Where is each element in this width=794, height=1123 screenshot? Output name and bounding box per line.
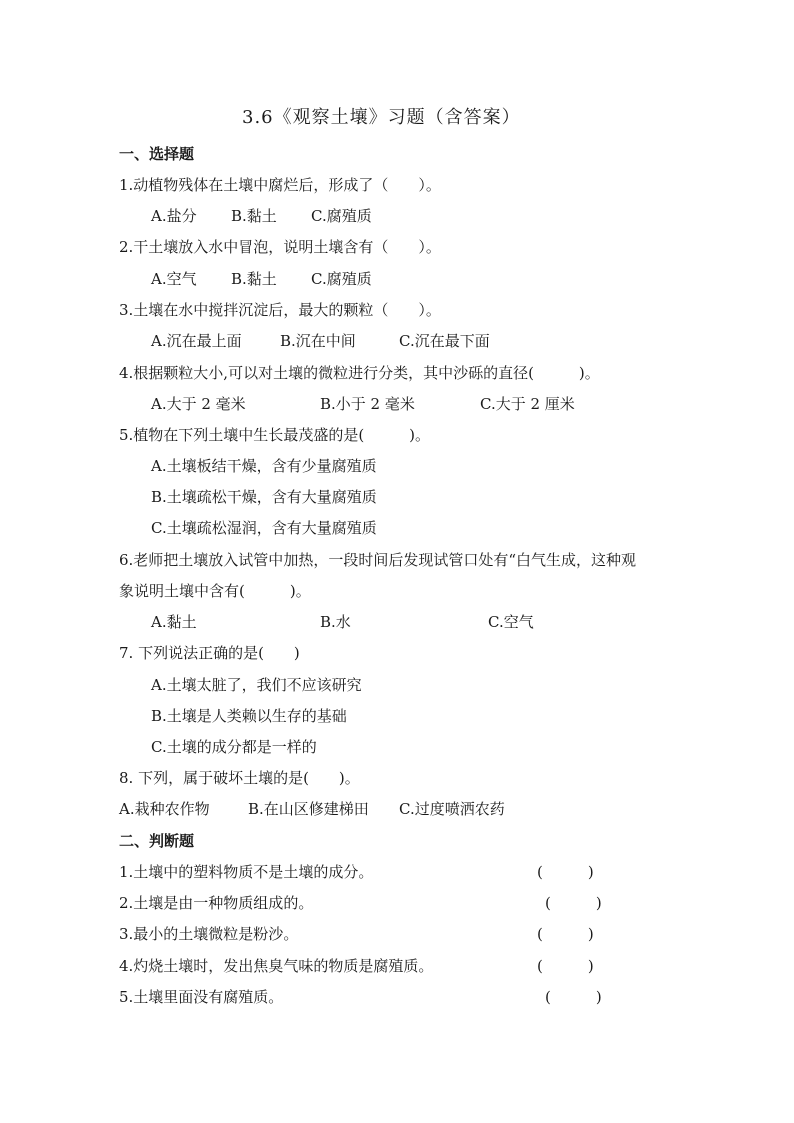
option: C.过度喷洒农药 [399,800,505,818]
answer-blank: ( ) [537,957,594,975]
option: B.沉在中间 [280,332,356,350]
judgement-statement: 5.土壤里面没有腐殖质。 [119,988,284,1006]
option: B.土壤是人类赖以生存的基础 [151,707,347,725]
option: C.土壤的成分都是一样的 [151,738,317,756]
option: B.水 [320,613,351,631]
question-stem-continued: 象说明土壤中含有( )。 [119,582,311,600]
answer-blank: ( ) [537,925,594,943]
option: A.空气 [151,270,197,288]
question-stem: 2.干土壤放入水中冒泡，说明土壤含有（ ）。 [119,238,441,256]
option: B.黏土 [231,270,277,288]
question-stem: 6.老师把土壤放入试管中加热，一段时间后发现试管口处有“白气生成，这种观 [119,551,636,569]
section-heading-judgement: 二、判断题 [119,832,195,850]
option: A.栽种农作物 [119,800,210,818]
option: C.沉在最下面 [399,332,490,350]
question-stem: 3.土壤在水中搅拌沉淀后，最大的颗粒（ ）。 [119,301,441,319]
option: C.腐殖质 [311,207,372,225]
judgement-statement: 3.最小的土壤微粒是粉沙。 [119,925,299,943]
option: C.空气 [488,613,534,631]
option: B.在山区修建梯田 [248,800,369,818]
option: C.土壤疏松湿润，含有大量腐殖质 [151,519,377,537]
judgement-statement: 4.灼烧土壤时，发出焦臭气味的物质是腐殖质。 [119,957,434,975]
question-stem: 1.动植物残体在土壤中腐烂后，形成了（ ）。 [119,176,441,194]
option: A.土壤板结干燥，含有少量腐殖质 [151,457,377,475]
question-stem: 4.根据颗粒大小,可以对土壤的微粒进行分类，其中沙砾的直径( )。 [119,364,600,382]
option: A.黏土 [151,613,197,631]
section-heading-choice: 一、选择题 [119,145,195,163]
option: A.沉在最上面 [151,332,242,350]
answer-blank: ( ) [545,894,602,912]
answer-blank: ( ) [545,988,602,1006]
question-stem: 5.植物在下列土壤中生长最茂盛的是( )。 [119,426,431,444]
judgement-statement: 2.土壤是由一种物质组成的。 [119,894,314,912]
answer-blank: ( ) [537,863,594,881]
option: C.腐殖质 [311,270,372,288]
option: B.黏土 [231,207,277,225]
option: A.盐分 [151,207,197,225]
question-stem: 8. 下列，属于破坏土壤的是( )。 [119,769,360,787]
option: B.土壤疏松干燥，含有大量腐殖质 [151,488,377,506]
option: A.大于 2 毫米 [151,395,246,413]
judgement-statement: 1.土壤中的塑料物质不是土壤的成分。 [119,863,374,881]
page-title: 3.6《观察土壤》习题（含答案） [242,107,521,128]
question-stem: 7. 下列说法正确的是( ) [119,644,300,662]
option: A.土壤太脏了，我们不应该研究 [151,676,362,694]
option: B.小于 2 毫米 [320,395,415,413]
option: C.大于 2 厘米 [480,395,575,413]
